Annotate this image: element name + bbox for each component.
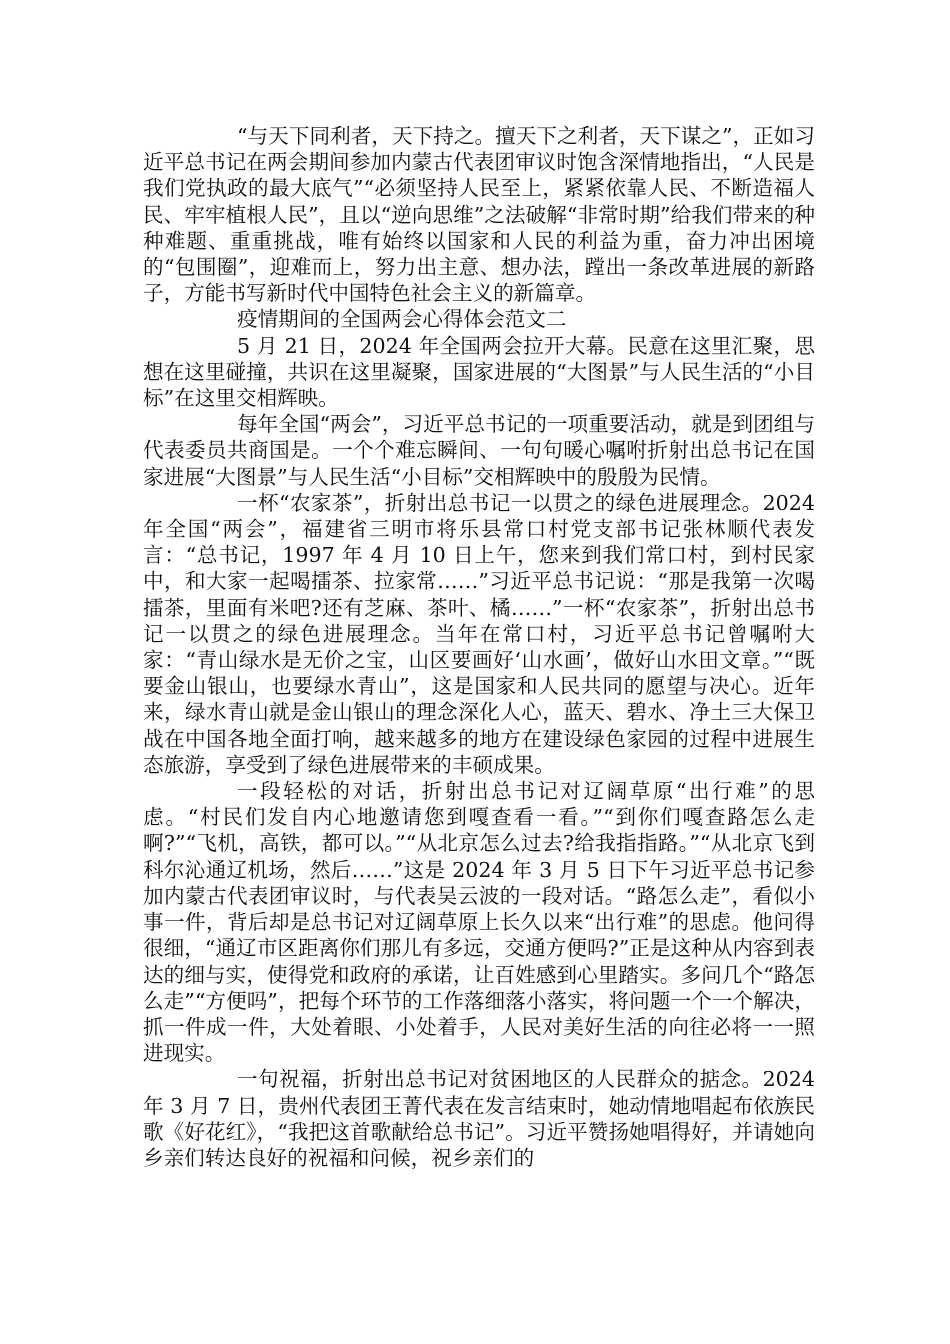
paragraph-4: 一杯“农家茶”，折射出总书记一以贯之的绿色进展理念。2024 年全国“两会”，福建省三明市将乐县常口村党支部书记张林顺代表发言：“总书记，1997 年 4 月 10 日上午，您来到我们常口村，到村民家中，和大家一起喝擂茶、拉家常……”习近平总书记说：“那是我第一次喝擂茶，里面有米吧?还有芝麻、茶叶、橘……”一杯“农家茶”，折射出总书记一以贯之的绿色进展理念。当年在常口村，习近平总书记曾嘱咐大家：“青山绿水是无价之宝，山区要画好‘山水画’，做好山水田文章。”“既要金山银山，也要绿水青山”，这是国家和人民共同的愿望与决心。近年来，绿水青山就是金山银山的理念深化人心，蓝天、碧水、净土三大保卫战在中国各地全面打响，越来越多的地方在建设绿色家园的过程中进展生态旅游，享受到了绿色进展带来的丰硕成果。 bbox=[143, 490, 815, 777]
section-title: 疫情期间的全国两会心得体会范文二 bbox=[237, 307, 567, 332]
document-page bbox=[143, 123, 815, 1171]
paragraph-2: 5 月 21 日，2024 年全国两会拉开大幕。民意在这里汇聚，思想在这里碰撞，共识在这里凝聚，国家进展的“大图景”与人民生活的“小目标”在这里交相辉映。 bbox=[143, 333, 815, 411]
paragraph-5: 一段轻松的对话，折射出总书记对辽阔草原“出行难”的思虑。“村民们发自内心地邀请您到嘎查看一看。”“到你们嘎查路怎么走啊?”“飞机，高铁，都可以。”“从北京怎么过去?给我指指路。”“从北京飞到科尔沁通辽机场，然后……”这是 2024 年 3 月 5 日下午习近平总书记参加内蒙古代表团审议时，与代表吴云波的一段对话。“路怎么走”，看似小事一件，背后却是总书记对辽阔草原上长久以来“出行难”的思虑。他问得很细，“通辽市区距离你们那儿有多远，交通方便吗?”正是这种从内容到表达的细与实，使得党和政府的承诺，让百姓感到心里踏实。多问几个“路怎么走”“方便吗”，把每个环节的工作落细落小落实，将问题一个一个解决，抓一件成一件，大处着眼、小处着手，人民对美好生活的向往必将一一照进现实。 bbox=[143, 779, 815, 1066]
paragraph-6: 一句祝福，折射出总书记对贫困地区的人民群众的掂念。2024 年 3 月 7 日，贵州代表团王菁代表在发言结束时，她动情地唱起布依族民歌《好花红》，“我把这首歌献给总书记”。习近平赞扬她唱得好，并请她向乡亲们转达良好的祝福和问候，祝乡亲们的 bbox=[143, 1067, 815, 1170]
paragraph-3: 每年全国“两会”，习近平总书记的一项重要活动，就是到团组与代表委员共商国是。一个个难忘瞬间、一句句暖心嘱咐折射出总书记在国家进展“大图景”与人民生活“小目标”交相辉映中的殷殷为民情。 bbox=[143, 412, 815, 489]
paragraph-1: “与天下同利者，天下持之。擅天下之利者，天下谋之”，正如习近平总书记在两会期间参加内蒙古代表团审议时饱含深情地指出，“人民是我们党执政的最大底气”“必须坚持人民至上，紧紧依靠人民、不断造福人民、牢牢植根人民”，且以“逆向思维”之法破解“非常时期”给我们带来的种种难题、重重挑战，唯有始终以国家和人民的利益为重，奋力冲出困境的“包围圈”，迎难而上，努力出主意、想办法，蹚出一条改革进展的新路子，方能书写新时代中国特色社会主义的新篇章。 bbox=[143, 124, 815, 306]
